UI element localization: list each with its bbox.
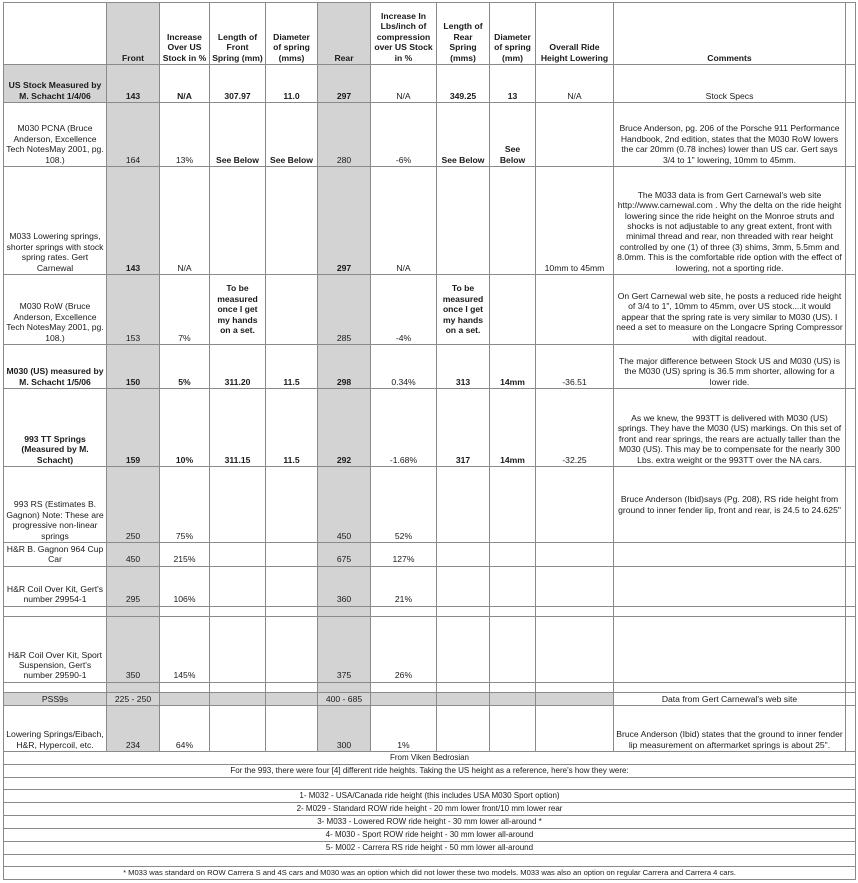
table-row [4,566,856,606]
rear-length [437,692,490,705]
front-increase: 64% [160,706,210,752]
blank-cell [107,606,160,616]
front-increase: 7% [160,275,210,345]
rear-increase: -6% [371,103,437,167]
notes-item: 1- M032 - USA/Canada ride height (this includes USA M030 Sport option) [4,790,856,803]
rear-rate: 375 [318,616,371,682]
front-diameter [266,692,318,705]
notes-blank [4,855,856,867]
notes-item: 5- M002 - Carrera RS ride height - 50 mm lower all-around [4,842,856,855]
header-length-rear: Length of Rear Spring (mms) [437,3,490,65]
ride-lowering [536,103,614,167]
rear-rate: 450 [318,467,371,543]
table-row [4,103,856,167]
comment: Stock Specs [614,65,846,103]
header-diameter-rear: Diameter of spring (mm) [490,3,536,65]
spacer-cell [846,3,856,65]
row-label: US Stock Measured by M. Schacht 1/4/06 [4,65,107,103]
notes-row [4,752,856,765]
front-increase: 215% [160,543,210,567]
ride-lowering [536,275,614,345]
rear-increase: 52% [371,467,437,543]
rear-length [437,467,490,543]
rear-increase: 0.34% [371,345,437,389]
spacer-cell [846,566,856,606]
front-length: 311.15 [210,389,266,467]
blank-cell [536,606,614,616]
table-row [4,616,856,682]
table-row [4,389,856,467]
front-diameter [266,566,318,606]
comment: The major difference between Stock US and M030 (US) is the M030 (US) spring is 36.5 mm shorter, allowing for a lower ride. [614,345,846,389]
front-diameter: See Below [266,103,318,167]
notes-row [4,790,856,803]
rear-rate: 285 [318,275,371,345]
rear-length: See Below [437,103,490,167]
row-label: H&R B. Gagnon 964 Cup Car [4,543,107,567]
blank-cell [437,682,490,692]
notes-row [4,816,856,829]
blank-cell [846,606,856,616]
blank-cell [846,682,856,692]
blank-cell [614,682,846,692]
front-increase: 10% [160,389,210,467]
front-increase: 13% [160,103,210,167]
rear-length: 313 [437,345,490,389]
header-increase-front: Increase Over US Stock in % [160,3,210,65]
spacer-cell [846,389,856,467]
notes-from: From Viken Bedrosian [4,752,856,765]
rear-rate: 400 - 685 [318,692,371,705]
front-diameter [266,706,318,752]
blank-cell [210,682,266,692]
rear-rate: 297 [318,65,371,103]
front-rate: 250 [107,467,160,543]
comment: Bruce Anderson (Ibid)says (Pg. 208), RS ride height from ground to inner fender lip, front and rear, is 24.5 to 24.625" [614,467,846,543]
blank-cell [536,682,614,692]
front-length: See Below [210,103,266,167]
front-increase: 5% [160,345,210,389]
blank-cell [160,606,210,616]
table-row [4,543,856,567]
rear-increase: N/A [371,65,437,103]
front-diameter [266,167,318,275]
front-rate: 143 [107,65,160,103]
front-diameter [266,275,318,345]
ride-lowering [536,543,614,567]
front-length [210,167,266,275]
ride-lowering: -36.51 [536,345,614,389]
blank-cell [437,606,490,616]
rear-length: To be measured once I get my hands on a set. [437,275,490,345]
rear-increase: N/A [371,167,437,275]
notes-row [4,842,856,855]
front-increase [160,692,210,705]
row-label: M033 Lowering springs, shorter springs with stock spring rates. Gert Carnewal [4,167,107,275]
rear-increase: -1.68% [371,389,437,467]
blank-cell [318,606,371,616]
rear-length [437,566,490,606]
comment: Bruce Anderson, pg. 206 of the Porsche 911 Performance Handbook, 2nd edition, states that the M030 RoW lowers the car 20mm (0.78 inches) lower than US car. Gert says 3/4 to 1" lowering, 10mm to 45mm. [614,103,846,167]
row-label: 993 TT Springs (Measured by M. Schacht) [4,389,107,467]
rear-rate: 297 [318,167,371,275]
notes-row [4,867,856,880]
notes-row [4,855,856,867]
front-diameter: 11.5 [266,345,318,389]
comment [614,566,846,606]
comment [614,616,846,682]
rear-diameter [490,566,536,606]
notes-intro: For the 993, there were four [4] different ride heights. Taking the US height as a reference, here's how they were: [4,765,856,778]
rear-rate: 300 [318,706,371,752]
notes-item: 4- M030 - Sport ROW ride height - 30 mm lower all-around [4,829,856,842]
blank-cell [371,682,437,692]
ride-lowering: 10mm to 45mm [536,167,614,275]
spreadsheet [3,2,855,880]
front-increase: 145% [160,616,210,682]
blank-row [4,682,856,692]
blank-row [4,606,856,616]
blank-cell [4,682,107,692]
rear-diameter [490,616,536,682]
blank-cell [210,606,266,616]
rear-diameter: 14mm [490,345,536,389]
rear-rate: 675 [318,543,371,567]
rear-length [437,616,490,682]
front-length [210,543,266,567]
spring-comparison-table [3,2,856,880]
notes-item: 3- M033 - Lowered ROW ride height - 30 mm lower all-around * [4,816,856,829]
spacer-cell [846,275,856,345]
front-length [210,706,266,752]
comment: As we knew, the 993TT is delivered with M030 (US) springs. They have the M030 (US) markings. On this set of front and rear springs, the rears are actually taller than the M030 (US). This may be to compensate for the nearly 300 Lbs. extra weight or the 993TT over the NA cars. [614,389,846,467]
front-increase: N/A [160,65,210,103]
blank-cell [266,682,318,692]
table-row [4,345,856,389]
comment [614,543,846,567]
front-diameter: 11.5 [266,389,318,467]
rear-increase: 26% [371,616,437,682]
rear-rate: 360 [318,566,371,606]
notes-row [4,803,856,816]
front-rate: 225 - 250 [107,692,160,705]
comment: The M033 data is from Gert Carnewal's web site http://www.carnewal.com . Why the delta on the ride height lowering since the ride height on the Monroe struts and shocks is not adjustable to any great extent, front with minimal thread and rear, non threaded with rear height controlled by one (1) of three (3) shims, 3mm, 5.5mm and 8.0mm. This is the comfortable ride option with the effect of lowering, not a sporting ride. [614,167,846,275]
front-rate: 164 [107,103,160,167]
table-row [4,706,856,752]
front-length: 307.97 [210,65,266,103]
notes-item: 2- M029 - Standard ROW ride height - 20 mm lower front/10 mm lower rear [4,803,856,816]
row-label: M030 (US) measured by M. Schacht 1/5/06 [4,345,107,389]
front-rate: 143 [107,167,160,275]
ride-lowering [536,467,614,543]
rear-diameter [490,275,536,345]
notes-row [4,778,856,790]
rear-increase: 1% [371,706,437,752]
table-row [4,275,856,345]
table-row [4,692,856,705]
rear-diameter [490,543,536,567]
front-diameter: 11.0 [266,65,318,103]
rear-diameter: See Below [490,103,536,167]
ride-lowering [536,706,614,752]
blank-cell [266,606,318,616]
front-length [210,566,266,606]
front-length [210,467,266,543]
spacer-cell [846,65,856,103]
blank-cell [614,606,846,616]
row-label: M030 PCNA (Bruce Anderson, Excellence Tech NotesMay 2001, pg. 108.) [4,103,107,167]
header-lowering: Overall Ride Height Lowering [536,3,614,65]
rear-length [437,706,490,752]
header-diameter-front: Diameter of spring (mms) [266,3,318,65]
front-diameter [266,543,318,567]
blank-cell [490,606,536,616]
header-row [4,3,856,65]
blank-cell [318,682,371,692]
front-rate: 150 [107,345,160,389]
front-rate: 234 [107,706,160,752]
comment: On Gert Carnewal web site, he posts a reduced ride height of 3/4 to 1", 10mm to 45mm, over US stock....it would appear that the spring rate is very similar to M030 (US). I need a set to measure on the Longacre Spring Compressor with digital readout. [614,275,846,345]
rear-increase [371,692,437,705]
rear-diameter: 14mm [490,389,536,467]
front-rate: 159 [107,389,160,467]
notes-row [4,765,856,778]
header-length-front: Length of Front Spring (mm) [210,3,266,65]
blank-cell [4,606,107,616]
ride-lowering [536,566,614,606]
rear-diameter [490,706,536,752]
table-row [4,167,856,275]
header-increase-rear: Increase In Lbs/inch of compression over US Stock in % [371,3,437,65]
rear-diameter: 13 [490,65,536,103]
blank-cell [160,682,210,692]
front-diameter [266,616,318,682]
rear-diameter [490,692,536,705]
rear-rate: 292 [318,389,371,467]
header-comments: Comments [614,3,846,65]
rear-rate: 298 [318,345,371,389]
notes-row [4,829,856,842]
rear-rate: 280 [318,103,371,167]
ride-lowering: -32.25 [536,389,614,467]
front-rate: 295 [107,566,160,606]
row-label: M030 RoW (Bruce Anderson, Excellence Tech NotesMay 2001, pg. 108.) [4,275,107,345]
front-rate: 153 [107,275,160,345]
rear-increase: 21% [371,566,437,606]
spacer-cell [846,706,856,752]
blank-cell [490,682,536,692]
rear-length [437,167,490,275]
spacer-cell [846,345,856,389]
rear-diameter [490,167,536,275]
front-length: 311.20 [210,345,266,389]
header-rear: Rear [318,3,371,65]
front-increase: N/A [160,167,210,275]
comment: Bruce Anderson (Ibid) states that the ground to inner fender lip measurement on aftermarket springs is about 25". [614,706,846,752]
header-label [4,3,107,65]
blank-cell [371,606,437,616]
front-length [210,692,266,705]
blank-cell [107,682,160,692]
front-length [210,616,266,682]
header-front: Front [107,3,160,65]
rear-length: 349.25 [437,65,490,103]
comment: Data from Gert Carnewal's web site [614,692,846,705]
notes-blank [4,778,856,790]
front-rate: 350 [107,616,160,682]
rear-increase: 127% [371,543,437,567]
row-label: PSS9s [4,692,107,705]
row-label: H&R Coil Over Kit, Gert's number 29954-1 [4,566,107,606]
rear-length [437,543,490,567]
row-label: 993 RS (Estimates B. Gagnon) Note: These are progressive non-linear springs [4,467,107,543]
notes-footnote: * M033 was standard on ROW Carrera S and 4S cars and M030 was an option which did not lower these two models. M033 was also an option on regular Carrera and Carrera 4 cars. [4,867,856,880]
front-increase: 106% [160,566,210,606]
ride-lowering [536,692,614,705]
row-label: H&R Coil Over Kit, Sport Suspension, Gert's number 29590-1 [4,616,107,682]
rear-increase: -4% [371,275,437,345]
rear-length: 317 [437,389,490,467]
front-rate: 450 [107,543,160,567]
spacer-cell [846,692,856,705]
table-row [4,467,856,543]
rear-diameter [490,467,536,543]
ride-lowering [536,616,614,682]
front-diameter [266,467,318,543]
front-length: To be measured once I get my hands on a set. [210,275,266,345]
spacer-cell [846,467,856,543]
spacer-cell [846,167,856,275]
spacer-cell [846,543,856,567]
row-label: Lowering Springs/Eibach, H&R, Hypercoil, etc. [4,706,107,752]
table-row [4,65,856,103]
spacer-cell [846,616,856,682]
spacer-cell [846,103,856,167]
ride-lowering: N/A [536,65,614,103]
front-increase: 75% [160,467,210,543]
